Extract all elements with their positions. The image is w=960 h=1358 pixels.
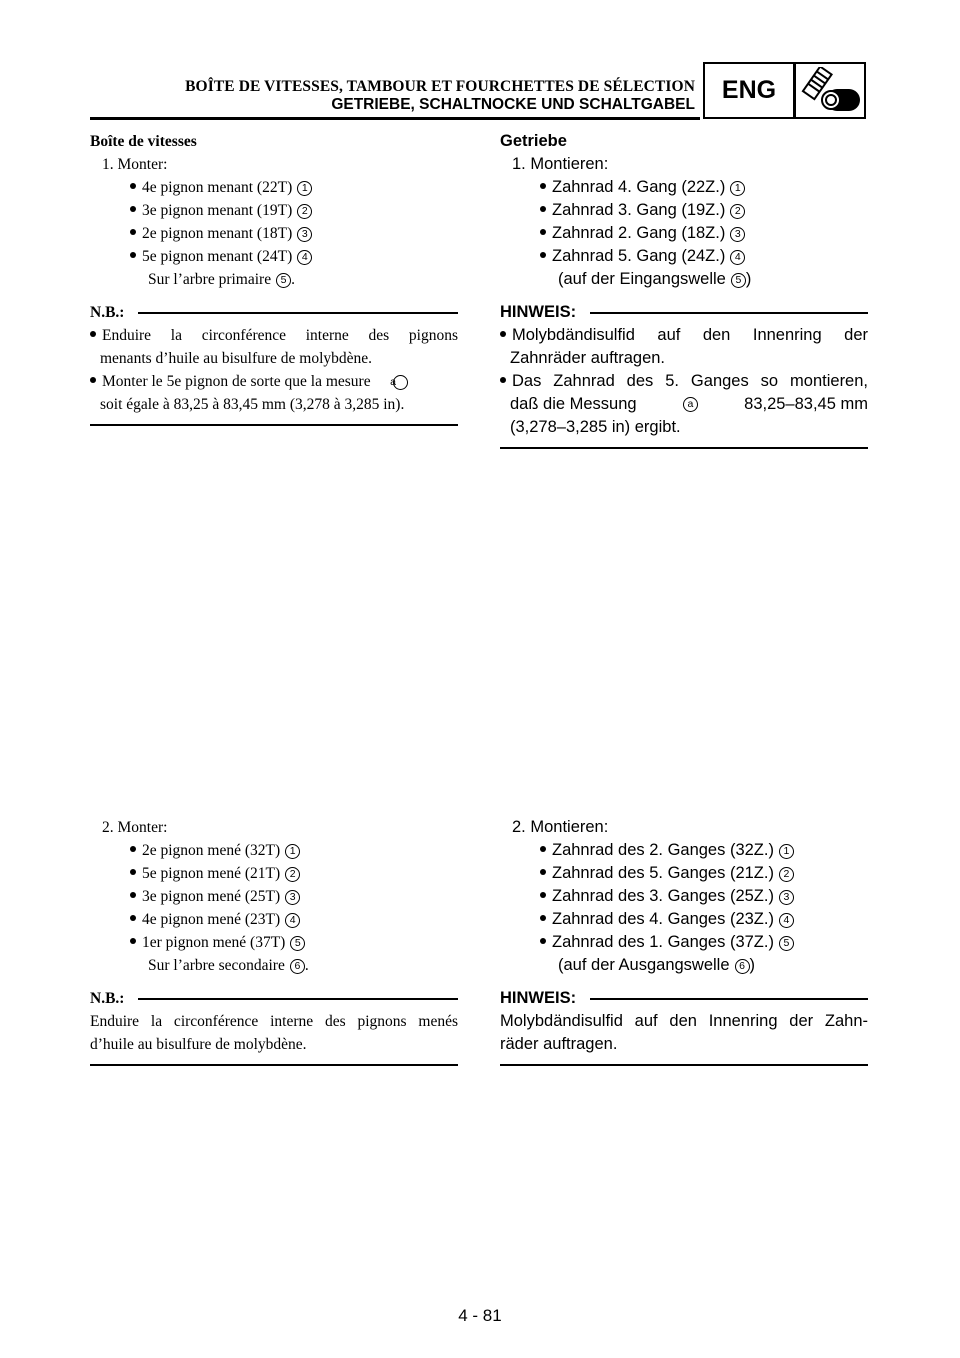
note-header [90,301,458,324]
note-rule [138,312,458,314]
bullet-icon [130,846,136,852]
german-driven-gears-section [500,816,868,1066]
note-line: soit égale à 83,25 à 83,45 mm (3,278 à 3,285 in). [100,396,405,413]
bullet-icon [500,331,506,337]
callout-number: 2 [730,204,745,219]
callout-number: 4 [779,913,794,928]
note-line: Das Zahnrad des 5. Ganges so montieren, [500,370,868,393]
german-gearbox-section [500,130,868,449]
list-item: Zahnrad 4. Gang (22Z.) 1 [500,176,868,199]
list-item: 2e pignon mené (32T) 1 [90,839,458,862]
note-label: N.B.: [90,989,125,1007]
section-heading: Getriebe [500,132,567,150]
list-item: 4e pignon menant (22T) 1 [90,176,458,199]
callout-number: 1 [730,181,745,196]
callout-number: 4 [730,250,745,265]
callout-number: 3 [779,890,794,905]
list-continuation: (auf der Eingangswelle 5 ) [558,270,752,288]
list-continuation: (auf der Ausgangswelle 6 ) [558,956,756,974]
callout-number: 1 [779,844,794,859]
note-line: daß die Messung a 83,25–83,45 mm [510,395,868,413]
section-badge-divider [793,64,796,117]
header-rule [90,117,700,120]
list-item: Zahnrad des 5. Ganges (21Z.) 2 [500,862,868,885]
note-label: HINWEIS: [500,303,577,321]
callout-number: 6 [290,959,305,974]
callout-number: 2 [285,867,300,882]
bullet-icon [540,252,546,258]
note-line: Enduire la circonférence interne des pignons [90,324,458,347]
bullet-icon [540,938,546,944]
callout-number: 4 [297,250,312,265]
callout-number: 1 [285,844,300,859]
list-item: Zahnrad des 2. Ganges (32Z.) 1 [500,839,868,862]
list-item: 1er pignon mené (37T) 5 [90,931,458,954]
note-end-rule [90,1064,458,1066]
section-heading: Boîte de vitesses [90,133,197,150]
callout-letter: a [683,397,698,412]
bullet-icon [130,229,136,235]
bullet-icon [540,183,546,189]
french-gearbox-section [90,130,458,426]
note-rule [590,998,868,1000]
step-label: 1. Monter: [102,156,168,173]
note-line: räder auftragen. [500,1035,618,1053]
note-line: Enduire la circonférence interne des pignons menés [90,1013,458,1030]
list-item: 2e pignon menant (18T) 3 [90,222,458,245]
note-label: HINWEIS: [500,989,577,1007]
header-title-french: BOÎTE DE VITESSES, TAMBOUR ET FOURCHETTES DE SÉLECTION [185,78,695,95]
callout-number: 5 [290,936,305,951]
list-item: 3e pignon mené (25T) 3 [90,885,458,908]
callout-number: 6 [735,959,750,974]
callout-number: 2 [779,867,794,882]
list-item: 3e pignon menant (19T) 2 [90,199,458,222]
section-badge-label: ENG [721,76,777,104]
note-line: Molybdändisulfid auf den Innenring der [500,324,868,347]
note-line: (3,278–3,285 in) ergibt. [510,418,681,436]
step-label: 1. Montieren: [512,155,609,173]
note-end-rule [90,424,458,426]
bullet-icon [130,183,136,189]
bullet-icon [130,938,136,944]
bullet-icon [90,377,96,383]
note-rule [138,998,458,1000]
bullet-icon [540,206,546,212]
step-label: 2. Montieren: [512,818,609,836]
bullet-icon [130,206,136,212]
list-item: Zahnrad 5. Gang (24Z.) 4 [500,245,868,268]
bullet-icon [540,229,546,235]
note-end-rule [500,447,868,449]
note-header [90,987,458,1010]
note-line: d’huile au bisulfure de molybdène. [90,1036,307,1053]
step-label: 2. Monter: [102,819,168,836]
bullet-icon [90,331,96,337]
note-label: N.B.: [90,303,125,321]
note-line: Monter le 5e pignon de sorte que la mesure a [90,370,458,393]
bullet-icon [130,892,136,898]
note-line: menants d’huile au bisulfure de molybdène. [100,350,373,367]
bullet-icon [540,892,546,898]
callout-number: 4 [285,913,300,928]
bullet-icon [130,915,136,921]
note-header [500,987,868,1010]
callout-number: 5 [731,273,746,288]
page-number: 4 - 81 [458,1306,502,1325]
callout-number: 2 [297,204,312,219]
callout-number: 3 [297,227,312,242]
list-item: Zahnrad des 3. Ganges (25Z.) 3 [500,885,868,908]
callout-number: 5 [779,936,794,951]
bullet-icon [500,377,506,383]
bullet-icon [540,846,546,852]
list-item: 5e pignon menant (24T) 4 [90,245,458,268]
list-item: 5e pignon mené (21T) 2 [90,862,458,885]
bullet-icon [130,869,136,875]
callout-number: 3 [285,890,300,905]
callout-number: 3 [730,227,745,242]
header-title-german: GETRIEBE, SCHALTNOCKE UND SCHALTGABEL [331,96,695,113]
list-item: Zahnrad des 4. Ganges (23Z.) 4 [500,908,868,931]
note-end-rule [500,1064,868,1066]
list-item: 4e pignon mené (23T) 4 [90,908,458,931]
note-line: Zahnräder auftragen. [510,349,666,367]
note-header [500,301,868,324]
bullet-icon [540,915,546,921]
list-continuation: Sur l’arbre primaire 5 . [148,271,295,288]
callout-number: 1 [297,181,312,196]
callout-letter: a [393,375,408,390]
engine-bolt-icon [798,67,864,115]
list-continuation: Sur l’arbre secondaire 6 . [148,957,309,974]
note-rule [590,312,868,314]
callout-number: 5 [276,273,291,288]
bullet-icon [540,869,546,875]
bullet-icon [130,252,136,258]
list-item: Zahnrad 3. Gang (19Z.) 2 [500,199,868,222]
list-item: Zahnrad des 1. Ganges (37Z.) 5 [500,931,868,954]
note-line: Molybdändisulfid auf den Innenring der Zahn- [500,1012,868,1030]
section-badge [703,62,866,119]
list-item: Zahnrad 2. Gang (18Z.) 3 [500,222,868,245]
french-driven-gears-section [90,816,458,1066]
